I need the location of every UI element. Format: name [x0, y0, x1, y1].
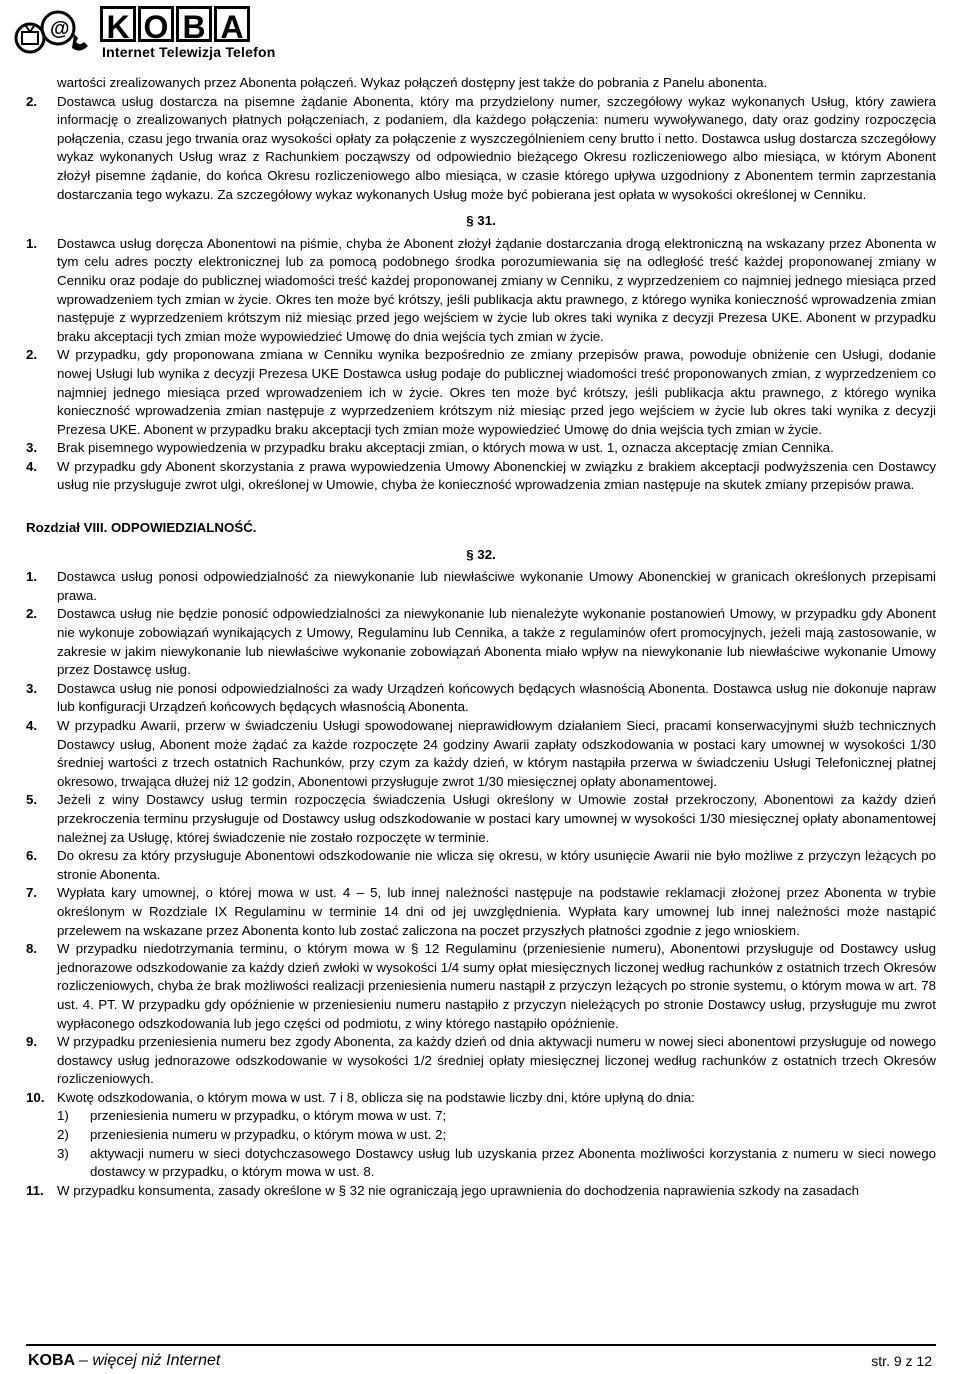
footer-slogan: – więcej niż Internet: [78, 1352, 221, 1369]
list-item: [26, 346, 936, 439]
item-text: Do okresu za który przysługuje Abonentowi odszkodowanie nie wlicza się okresu, w który usunięcie Awarii nie było możliwe z przyczyn leżących po stronie Abonenta.: [57, 848, 936, 882]
koba-wordmark: [100, 6, 252, 45]
item-body: [57, 847, 936, 884]
item-text: Dostawca usług doręcza Abonentowi na piśmie, chyba że Abonent złożył żądanie dostarczania drogą elektroniczną na wskazany przez Abonenta w tym celu adres poczty elektronicznej lub za pomocą podobnego środka porozumiewania się na odległość treść każdej proponowanej zmiany w Cenniku oraz podaje do publicznej wiadomości treść każdej proponowanej zmiany w Cenniku, z wyprzedzeniem co najmniej jednego miesiąca przed wprowadzeniem tych zmian w życie. Okres ten może być krótszy, jeśli publikacja aktu prawnego, z którego wynika konieczność wprowadzenia zmian następuje z wyprzedzeniem krótszym niż miesiąc przed jego wejściem w życie lub okres taki wynika z decyzji Prezesa UKE. Abonent w przypadku braku akceptacji tych zmian może wypowiedzieć Umowę do dnia wejścia tych zmian w życie.: [57, 235, 936, 344]
item-number: 1.: [26, 235, 38, 251]
item-number: 9.: [26, 1034, 38, 1050]
item-number: 11.: [26, 1182, 44, 1198]
svg-text:@: @: [50, 18, 70, 40]
section-heading-31: § 31.: [466, 213, 496, 229]
sub-item: [57, 1126, 936, 1145]
footer-brand: [28, 1352, 220, 1370]
item-text: Jeżeli z winy Dostawcy usług termin rozpoczęcia świadczenia Usługi określony w Umowie został przekroczony, Abonentowi za każdy dzień przekroczenia terminu przysługuje od Dostawcy usług odszkodowanie w postaci kary umownej w wysokości 1/30 miesięcznej opłaty abonamentowej należnej za Usługę, której świadczenie nie zostało rozpoczęte w terminie.: [57, 792, 936, 845]
list-item: [26, 791, 936, 847]
logo-subtitle: Internet Telewizja Telefon: [102, 44, 276, 60]
list-item: [26, 93, 936, 205]
item-number: 2.: [26, 93, 38, 109]
item-body: [57, 791, 936, 847]
item-body: [57, 940, 936, 1033]
item-body: [57, 235, 936, 347]
item-body: [57, 346, 936, 439]
logo-letter: O: [138, 6, 174, 42]
item-text: W przypadku gdy Abonent skorzystania z prawa wypowiedzenia Umowy Abonenckiej w związku z brakiem akceptacji podwyższenia cen Dostawcy usług nie przysługuje zwrot ulgi, określonej w Umowie, chyba że konieczność wprowadzenia zmian następuje na skutek zmiany przepisów prawa.: [57, 458, 936, 493]
item-text: W przypadku, gdy proponowana zmiana w Cenniku wynika bezpośrednio ze zmiany przepisów prawa, powoduje obniżenie cen Usługi, dodanie nowej Usługi lub wynika z decyzji Prezesa UKE Dostawca usług podaje do publicznej wiadomości treść proponowanych zmian, z wyprzedzeniem co najmniej jednego miesiąca przed wprowadzeniem ich w życie. Okres ten może być krótszy, jeśli publikacja aktu prawnego, z którego wynika konieczność wprowadzenia zmian następuje z wyprzedzeniem krótszym niż miesiąc przed jego wejściem w życie lub okres taki wynika z decyzji Prezesa UKE. Abonent w przypadku braku akceptacji tych zmian może wypowiedzieć Umowę do dnia wejścia tych zmian w życie.: [57, 347, 936, 437]
section-32-list: [26, 568, 936, 1200]
logo-letter: B: [176, 6, 212, 42]
list-item: [26, 1089, 936, 1182]
item-body: [57, 458, 936, 495]
item-text: Dostawca usług ponosi odpowiedzialność za niewykonanie lub niewłaściwe wykonanie Umowy Abonenckiej w granicach określonych przepisami prawa.: [57, 569, 936, 603]
list-item: [26, 1033, 936, 1089]
sub-item-text: przeniesienia numeru w przypadku, o którym mowa w ust. 2;: [90, 1127, 447, 1143]
item-body: [57, 1089, 936, 1182]
footer-divider: [26, 1344, 936, 1346]
item-text: W przypadku przeniesienia numeru bez zgody Abonenta, za każdy dzień od dnia aktywacji numeru w nowej sieci abonentowi przysługuje od nowego dostawcy usług jednorazowe odszkodowanie w wysokości 1/2 średniej opłaty miesięcznej liczonej według rachunków z ostatnich trzech Okresów rozliczeniowych.: [57, 1034, 936, 1087]
item-number: 10.: [26, 1089, 45, 1105]
list-item: [26, 884, 936, 940]
list-item: [26, 717, 936, 791]
item-body: [57, 717, 936, 791]
item-body: [57, 884, 936, 940]
sub-item-number: 3): [57, 1145, 69, 1161]
item-body: [57, 605, 936, 679]
item-number: 4.: [26, 718, 38, 733]
list-item: [26, 1182, 936, 1201]
sub-item: [57, 1107, 936, 1126]
logo-letter: A: [214, 6, 250, 42]
item-text: Brak pisemnego wypowiedzenia w przypadku braku akceptacji zmian, o których mowa w ust. 1, oznacza akceptację zmian Cennika.: [57, 440, 834, 456]
list-item: [26, 235, 936, 347]
sub-item-number: 2): [57, 1127, 69, 1143]
item-text: Dostawca usług dostarcza na pisemne żądanie Abonenta, który ma przydzielony numer, szczegółowy wykaz wykonanych Usług, który zawiera informację o zrealizowanych płatnych połączeniach, z podaniem, dla każdego połączenia: numeru wywoływanego, daty oraz godziny rozpoczęcia połączenia, czasu jego trwania oraz wysokości opłaty za połączenie z wyszczególnieniem ceny brutto i netto. Dostawca usług dostarcza szczegółowy wykaz wykonanych Usług wraz z Rachunkiem począwszy od odpowiednio bieżącego Okresu rozliczeniowego albo miesiąca, w którym Abonent złożył pisemne żądanie, do końca Okresu rozliczeniowego albo miesiąca, w czasie którego upływa uzgodniony z Abonentem termin zaprzestania dostarczania tego wykazu. Za szczegółowy wykaz wykonanych Usług może być pobierana jest opłata w wysokości określonej w Cenniku.: [57, 93, 936, 202]
item-body: [57, 1033, 936, 1089]
item-body: [57, 1182, 936, 1201]
item-text: W przypadku konsumenta, zasady określone w § 32 nie ograniczają jego uprawnienia do dochodzenia naprawienia szkody na zasadach: [57, 1182, 860, 1198]
item-text: Dostawca usług nie będzie ponosić odpowiedzialności za niewykonanie lub nienależyte wykonanie postanowień Umowy, w przypadku gdy Abonent nie wykonuje zobowiązań wynikających z Umowy, Regulaminu lub Cennika, a także z regulaminów ofert promocyjnych, jeżeli mają zastosowanie, w zakresie w jakim niewykonanie lub niewłaściwe wykonanie zobowiązań Abonenta miało wpływ na niewykonanie lub niewłaściwe wykonanie Umowy przez Dostawcę usług.: [57, 606, 936, 678]
section-heading-32: § 32.: [466, 546, 496, 562]
header: [14, 4, 314, 60]
list-item: [26, 847, 936, 884]
list-item: [26, 940, 936, 1033]
list-item: [26, 605, 936, 679]
item-text: Dostawca usług nie ponosi odpowiedzialności za wady Urządzeń końcowych będących własnością Abonenta. Dostawca usług nie dokonuje napraw lub konfiguracji Urządzeń końcowych będących własnością Abonenta.: [57, 680, 936, 715]
item-number: 3.: [26, 440, 38, 456]
item-number: 7.: [26, 885, 38, 901]
item-number: 3.: [26, 680, 38, 696]
section-31-list: [26, 235, 936, 495]
item-number: 4.: [26, 458, 38, 474]
logo-letter: K: [100, 6, 136, 42]
item-body: [57, 680, 936, 717]
sub-item-text: aktywacji numeru w sieci dotychczasowego Dostawcy usług lub uzyskania przez Abonenta możliwości korzystania z numeru w sieci nowego dostawcy w przypadku, o którym mowa w ust. 8.: [90, 1145, 936, 1180]
list-item: [26, 439, 936, 458]
list-item: [26, 680, 936, 717]
item-number: 1.: [26, 569, 38, 585]
item-number: 8.: [26, 941, 38, 957]
koba-logo-icon: [14, 8, 92, 56]
list-item: [26, 568, 936, 605]
list-item: [26, 458, 936, 495]
item-text: W przypadku Awarii, przerw w świadczeniu Usługi spowodowanej nieprawidłowym działaniem Sieci, pracami konserwacyjnymi służb technicznych Dostawcy usług, Abonent może żądać za każde rozpoczęte 24 godziny Awarii zapłaty odszkodowania w postaci kary umownej w wysokości 1/30 średniej wartości z trzech ostatnich Rachunków, przy czym za każdy dzień, w którym nastąpiła przerwa w świadczeniu Usługi Telefonicznej płatnej okresowo, trwająca dłużej niż 12 godzin, Abonentowi przysługuje zwrot 1/30 miesięcznej opłaty abonamentowej.: [57, 718, 936, 789]
item-number: 2.: [26, 606, 38, 622]
sub-item-text: przeniesienia numeru w przypadku, o którym mowa w ust. 7;: [90, 1108, 447, 1124]
item-body: [57, 439, 936, 458]
intro-continuation: wartości zrealizowanych przez Abonenta połączeń. Wykaz połączeń dostępny jest także do pobrania z Panelu abonenta.: [57, 75, 768, 90]
sub-item-number: 1): [57, 1108, 69, 1124]
page-number: str. 9 z 12: [871, 1353, 932, 1369]
item-text: Kwotę odszkodowania, o którym mowa w ust. 7 i 8, oblicza się na podstawie liczby dni, które upłyną do dnia:: [57, 1089, 695, 1105]
item-body: [57, 568, 936, 605]
footer-brand-name: KOBA: [28, 1352, 75, 1369]
document-body: [26, 74, 936, 1200]
item-number: 5.: [26, 792, 38, 808]
item-text: Wypłata kary umownej, o której mowa w ust. 4 – 5, lub innej należności następuje na podstawie reklamacji złożonej przez Abonenta w trybie określonym w Rozdziale IX Regulaminu w terminie 14 dni od jej uwzględnienia. Wypłata kary umownej lub innej należności może nastąpić przelewem na wskazane przez Abonenta konto lub zostać zaliczona na poczet przyszłych płatności zgodnie z jego wnioskiem.: [57, 885, 936, 938]
item-text: W przypadku niedotrzymania terminu, o którym mowa w § 12 Regulaminu (przeniesienie numeru), Abonentowi przysługuje od Dostawcy usług jednorazowe odszkodowanie za każdy dzień zwłoki w wysokości 1/4 sumy opłat miesięcznych liczonej według rachunków z ostatnich trzech Okresów rozliczeniowych, chyba że brak możliwości realizacji przeniesienia numeru nastąpił z przyczyn leżących po stronie systemu, o którym mowa w art. 78 ust. 4. PT. W przypadku gdy opóźnienie w przeniesieniu numeru nastąpiło z przyczyn nieleżących po stronie Dostawcy usług, przysługuje mu zwrot wypłaconego odszkodowania lub jego części od podmiotu, z winy którego nastąpiło opóźnienie.: [57, 941, 936, 1031]
chapter-heading: Rozdział VIII. ODPOWIEDZIALNOŚĆ.: [26, 520, 257, 536]
sub-item: [57, 1145, 936, 1182]
item-number: 6.: [26, 848, 38, 864]
item-number: 2.: [26, 347, 38, 363]
